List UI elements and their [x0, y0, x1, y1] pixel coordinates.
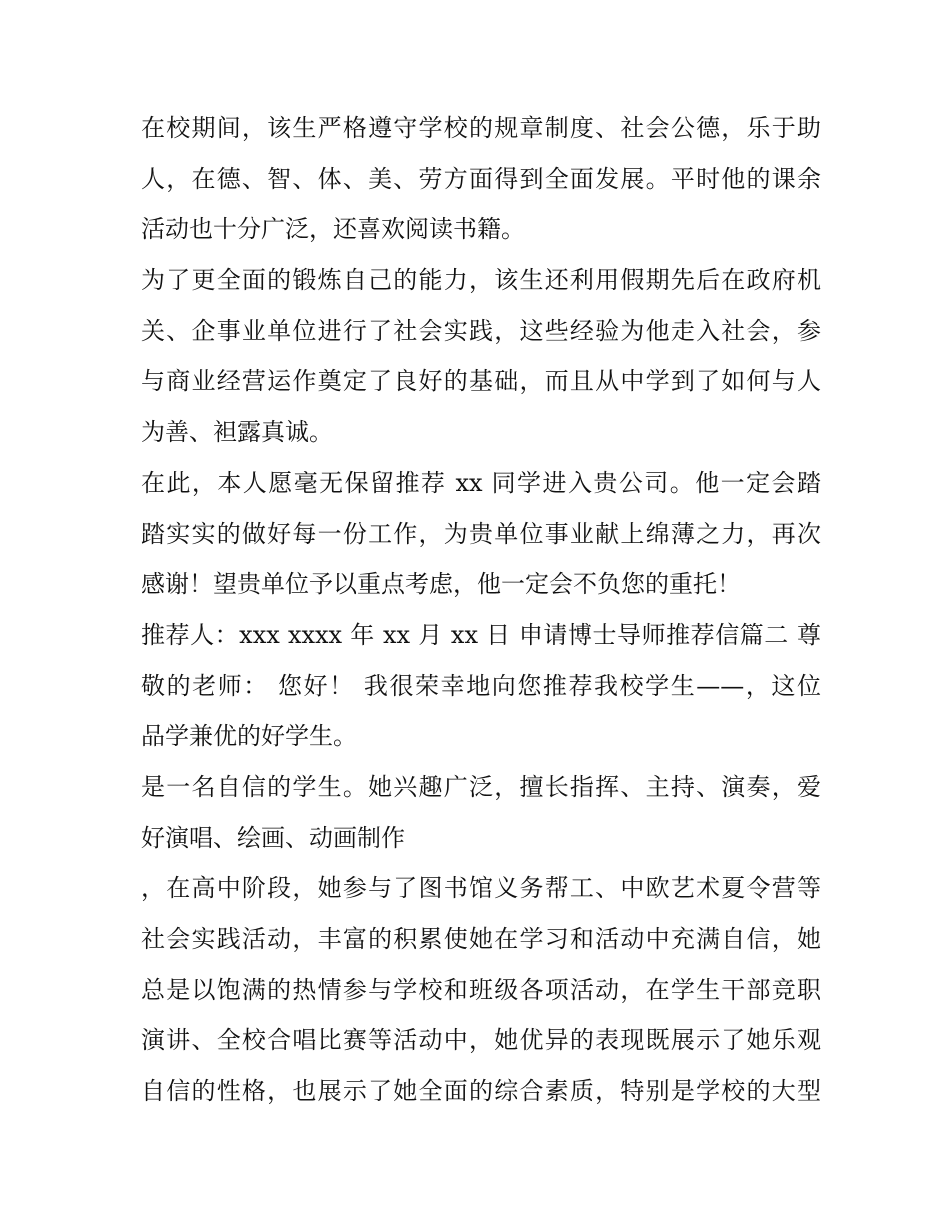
text-line: 踏实实的做好每一份工作，为贵单位事业献上绵薄之力，再次 — [141, 519, 821, 548]
document-body — [141, 103, 821, 1117]
text-line: 是一名自信的学生。她兴趣广泛，擅长指挥、主持、演奏，爱 — [141, 772, 821, 801]
text-line: 总是以饱满的热情参与学校和班级各项活动，在学生干部竞职 — [141, 975, 821, 1004]
text-line: 活动也十分广泛，还喜欢阅读书籍。 — [141, 215, 525, 244]
text-line: 敬的老师： 您好！ 我很荣幸地向您推荐我校学生——，这位 — [141, 671, 821, 700]
text-line: 关、企事业单位进行了社会实践，这些经验为他走入社会，参 — [141, 316, 821, 345]
text-line: 在校期间，该生严格遵守学校的规章制度、社会公德，乐于助 — [141, 114, 821, 142]
text-line: 好演唱、绘画、动画制作 — [141, 823, 405, 852]
text-line: ，在高中阶段，她参与了图书馆义务帮工、中欧艺术夏令营等 — [141, 874, 821, 903]
text-line: 感谢！望贵单位予以重点考虑，他一定会不负您的重托！ — [141, 570, 741, 599]
text-line: 社会实践活动，丰富的积累使她在学习和活动中充满自信，她 — [141, 925, 821, 953]
text-line: 与商业经营运作奠定了良好的基础，而且从中学到了如何与人 — [141, 367, 821, 396]
text-line: 为了更全面的锻炼自己的能力，该生还利用假期先后在政府机 — [141, 266, 821, 295]
text-line: 在此，本人愿毫无保留推荐 xx 同学进入贵公司。他一定会踏 — [141, 468, 821, 497]
text-line: 人，在德、智、体、美、劳方面得到全面发展。平时他的课余 — [141, 164, 821, 193]
text-line: 品学兼优的好学生。 — [141, 722, 357, 751]
text-line: 推荐人：xxx xxxx 年 xx 月 xx 日 申请博士导师推荐信篇二 尊 — [141, 620, 821, 649]
text-line: 演讲、全校合唱比赛等活动中，她优异的表现既展示了她乐观 — [141, 1026, 821, 1055]
text-line: 自信的性格，也展示了她全面的综合素质，特别是学校的大型 — [141, 1077, 821, 1106]
text-line: 为善、袒露真诚。 — [141, 418, 333, 447]
